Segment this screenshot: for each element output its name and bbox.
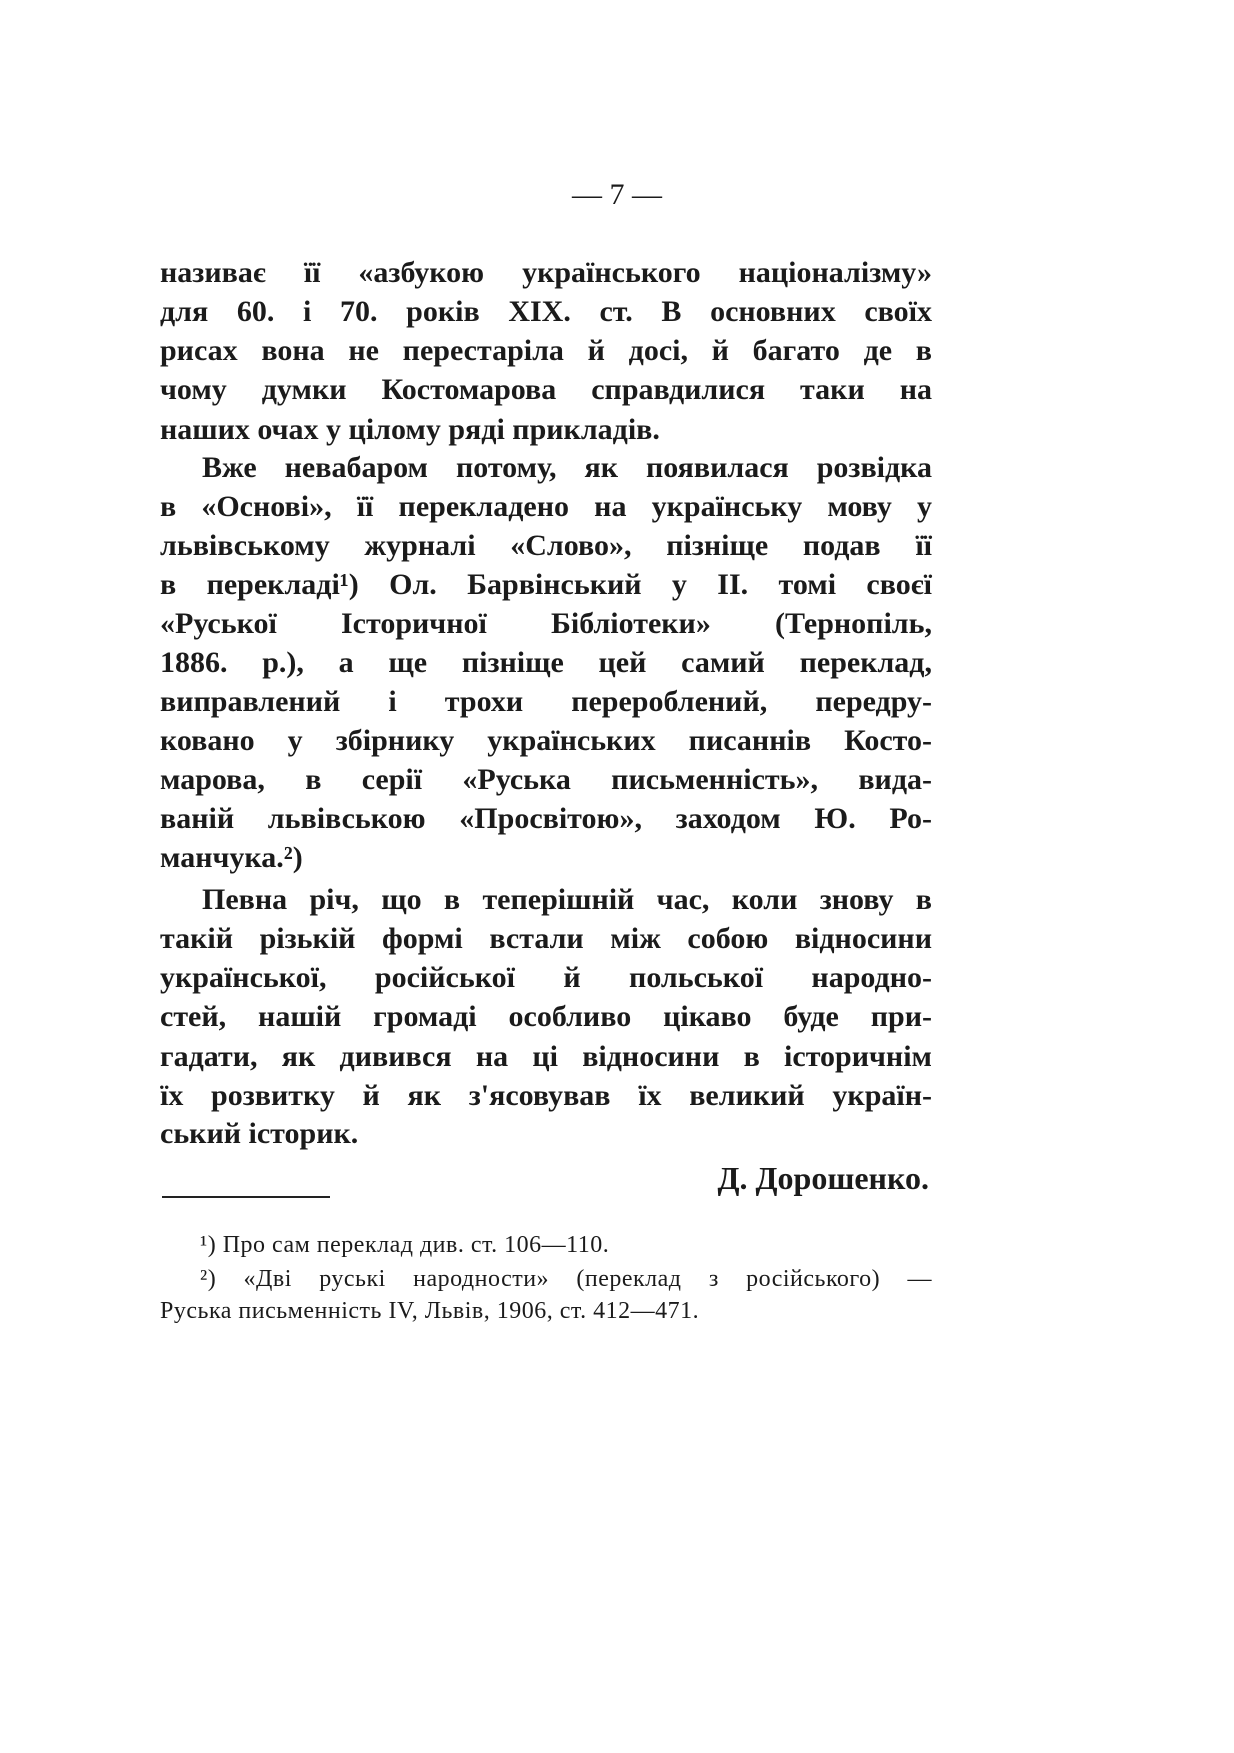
text-line: «Руської Історичної Бібліотеки» (Тернопіль,: [160, 607, 932, 640]
text-line: для 60. і 70. років XIX. ст. В основних своїх: [160, 295, 932, 328]
text-line: манчука.²): [160, 841, 303, 874]
text-line: їх розвитку й як з'ясовував їх великий україн-: [160, 1079, 932, 1112]
text-line: ваній львівською «Просвітою», заходом Ю. Ро-: [160, 802, 932, 835]
text-line: наших очах у цілому ряді прикладів.: [160, 413, 660, 446]
text-line: 1886. р.), а ще пізніще цей самий переклад,: [160, 646, 932, 679]
text-line: ковано у збірнику українських писаннів Косто-: [160, 724, 932, 757]
text-line: виправлений і трохи перероблений, передру-: [160, 685, 932, 718]
text-line: української, російської й польської народно-: [160, 961, 932, 994]
text-line: Певна річ, що в теперішній час, коли знову в: [202, 883, 932, 916]
text-line: такій різькій формі встали між собою відносини: [160, 922, 932, 955]
footnote-divider: [162, 1196, 330, 1198]
text-line: чому думки Костомарова справдилися таки на: [160, 373, 932, 406]
text-line: львівському журналі «Слово», пізніще подав її: [160, 529, 932, 562]
footnote-2-continued: Руська письменність IV, Львів, 1906, ст. 412—471.: [160, 1298, 700, 1324]
text-line: гадати, як дивився на ці відносини в історичнім: [160, 1040, 932, 1073]
footnote-1: ¹) Про сам переклад див. ст. 106—110.: [200, 1232, 610, 1258]
author-signature: Д. Дорошенко.: [717, 1160, 929, 1196]
text-line: ський історик.: [160, 1117, 359, 1150]
text-line: рисах вона не перестаріла й досі, й багато де в: [160, 334, 932, 367]
text-line: в перекладі¹) Ол. Барвінський у II. томі своєї: [160, 568, 932, 601]
text-line: марова, в серії «Руська письменність», вида-: [160, 763, 932, 796]
text-line: в «Основі», її перекладено на українську мову у: [160, 490, 932, 523]
text-line: називає її «азбукою українського націоналізму»: [160, 256, 932, 289]
text-line: стей, нашій громаді особливо цікаво буде при-: [160, 1000, 932, 1033]
footnote-2: ²) «Дві руські народности» (переклад з російського) —: [200, 1266, 932, 1292]
text-line: Вже невабаром потому, як появилася розвідка: [202, 451, 932, 484]
page-number: — 7 —: [572, 178, 662, 211]
